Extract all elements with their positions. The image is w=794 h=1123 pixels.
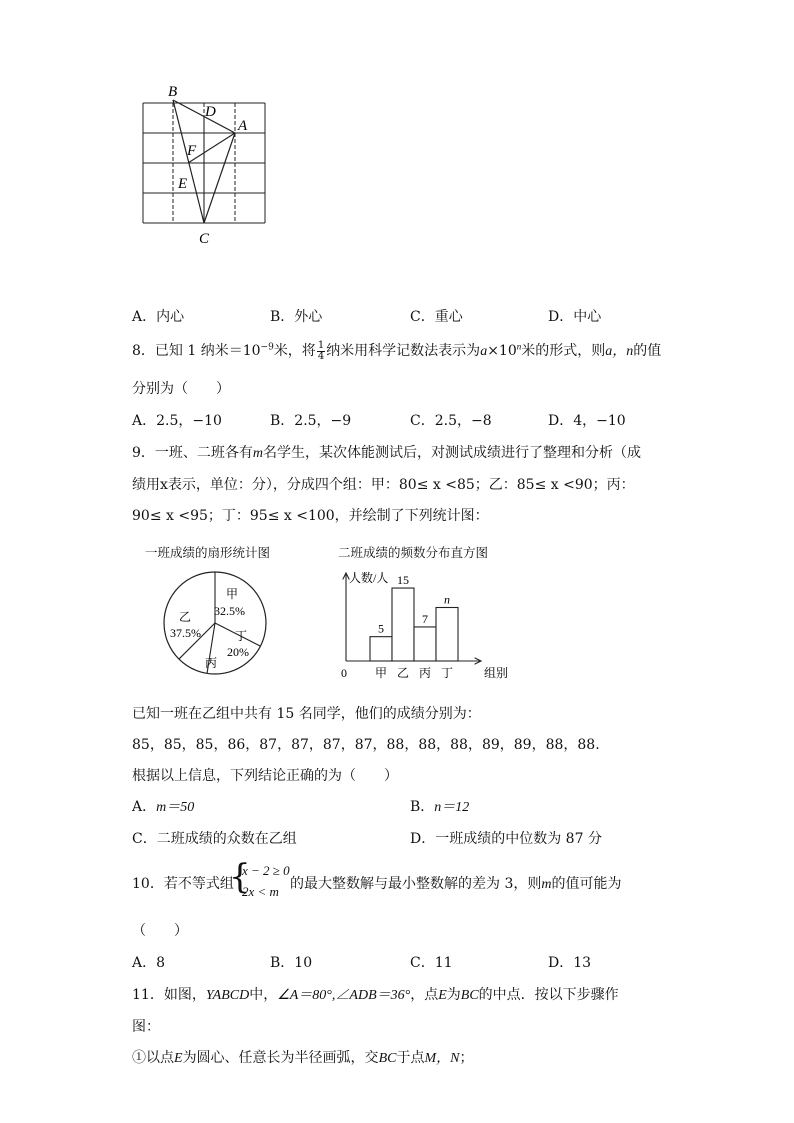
pie-chart (155, 563, 275, 683)
q9-option-d[interactable]: D．一班成绩的中位数为 87 分 (410, 831, 602, 847)
q10-prefix: 10．若不等式组 (132, 876, 234, 892)
point-label-a: A (238, 118, 248, 134)
bar-category-label-丁: 丁 (440, 666, 454, 680)
bar-value-label-丙: 7 (422, 611, 428, 626)
grid-figure (135, 80, 280, 250)
q10-option-b[interactable]: B．10 (270, 955, 313, 971)
bar-category-label-乙: 乙 (396, 666, 410, 680)
q9-stem-line1: 9．一班、二班各有m名学生，某次体能测试后，对测试成绩进行了整理和分析（成 (132, 445, 642, 461)
q8-option-b[interactable]: B．2.5，−9 (270, 413, 352, 429)
pie-label-ding: 丁 (235, 629, 248, 643)
q8-option-a[interactable]: A．2.5，−10 (132, 413, 222, 429)
q11-stem-line1: 11．如图，YABCD中，∠A＝80°,∠ADB＝36°，点E为BC的中点．按以下步骤作 (132, 987, 619, 1003)
q7-option-a[interactable]: A．内心 (132, 309, 185, 325)
q8-option-c[interactable]: C．2.5，−8 (410, 413, 492, 429)
q9-option-b[interactable]: B．n＝12 (410, 799, 470, 815)
point-label-c: C (199, 231, 210, 247)
bar-甲 (370, 637, 392, 661)
bar-value-label-乙: 15 (397, 573, 409, 588)
pie-percent-yi: 37.5% (170, 626, 201, 640)
q9-option-a[interactable]: A．m＝50 (132, 799, 195, 815)
point-label-e: E (178, 176, 188, 192)
q11-stem-line2: 图： (132, 1019, 160, 1035)
pie-percent-jia: 32.5% (214, 604, 245, 618)
q9-stem-line3: 90≤ x <95；丁：95≤ x <100，并绘制了下列统计图： (132, 508, 489, 524)
q10-option-d[interactable]: D．13 (548, 955, 592, 971)
q9-info-line: 已知一班在乙组中共有 15 名同学，他们的成绩分别为： (132, 706, 481, 722)
q10-paren: （ ） (132, 923, 188, 939)
bar-xlabel: 组别 (484, 666, 509, 680)
point-label-b: B (168, 84, 178, 100)
bar-value-label-丁: n (444, 592, 450, 607)
bar-ylabel: 人数/人 (349, 571, 389, 585)
bar-category-label-甲: 甲 (374, 666, 388, 680)
fraction-one-quarter: $\frac{1}{4}$ (317, 339, 325, 362)
inequality-brace: { (229, 857, 251, 897)
pie-percent-ding: 20% (227, 645, 249, 659)
bar-丁 (436, 607, 458, 661)
q10-option-c[interactable]: C．11 (410, 955, 453, 971)
q10-inequality-1: x − 2 ≥ 0 (242, 863, 290, 878)
pie-label-bing: 丙 (205, 656, 218, 670)
q8-stem-line2: 分别为（ ） (132, 381, 230, 397)
pie-label-jia: 甲 (226, 587, 239, 601)
point-label-f: F (187, 143, 197, 159)
q8-stem: 8．已知 1 纳米$=10^{-9}$米，将 $\frac{1}{4}$ 纳米用科学记数法表示为$a\times 10^n$米的形式，则a，n的值 (132, 339, 662, 362)
bar-乙 (392, 588, 414, 661)
pie-label-yi: 乙 (179, 610, 192, 624)
bar-value-label-甲: 5 (378, 621, 384, 636)
bar-chart-title: 二班成绩的频数分布直方图 (338, 545, 489, 560)
q7-option-c[interactable]: C．重心 (410, 309, 463, 325)
q7-option-b[interactable]: B．外心 (270, 309, 323, 325)
bar-chart (336, 565, 516, 685)
q9-stem-line2: 绩用x表示，单位：分），分成四个组：甲：80≤ x <85；乙：85≤ x <90；丙： (132, 477, 635, 493)
point-label-d: D (205, 104, 216, 120)
q9-option-c[interactable]: C．二班成绩的众数在乙组 (132, 831, 297, 847)
q9-scores-line: 85，85，85，86，87，87，87，87，88，88，88，89，89，88，88. (132, 737, 600, 753)
q7-option-d[interactable]: D．中心 (548, 309, 602, 325)
q8-option-d[interactable]: D．4，−10 (548, 413, 626, 429)
bar-origin-label: 0 (341, 666, 347, 680)
bar-category-label-丙: 丙 (418, 666, 432, 680)
q9-question-line: 根据以上信息，下列结论正确的为（ ） (132, 768, 398, 784)
q10-suffix: 的最大整数解与最小整数解的差为 3，则m的值可能为 (290, 876, 622, 892)
q11-step1: ①以点E为圆心、任意长为半径画弧，交BC于点M，N； (132, 1050, 474, 1066)
q10-inequality-2: 2x < m (242, 884, 279, 899)
bar-丙 (414, 627, 436, 661)
q10-option-a[interactable]: A．8 (132, 955, 166, 971)
pie-chart-title: 一班成绩的扇形统计图 (145, 545, 271, 560)
